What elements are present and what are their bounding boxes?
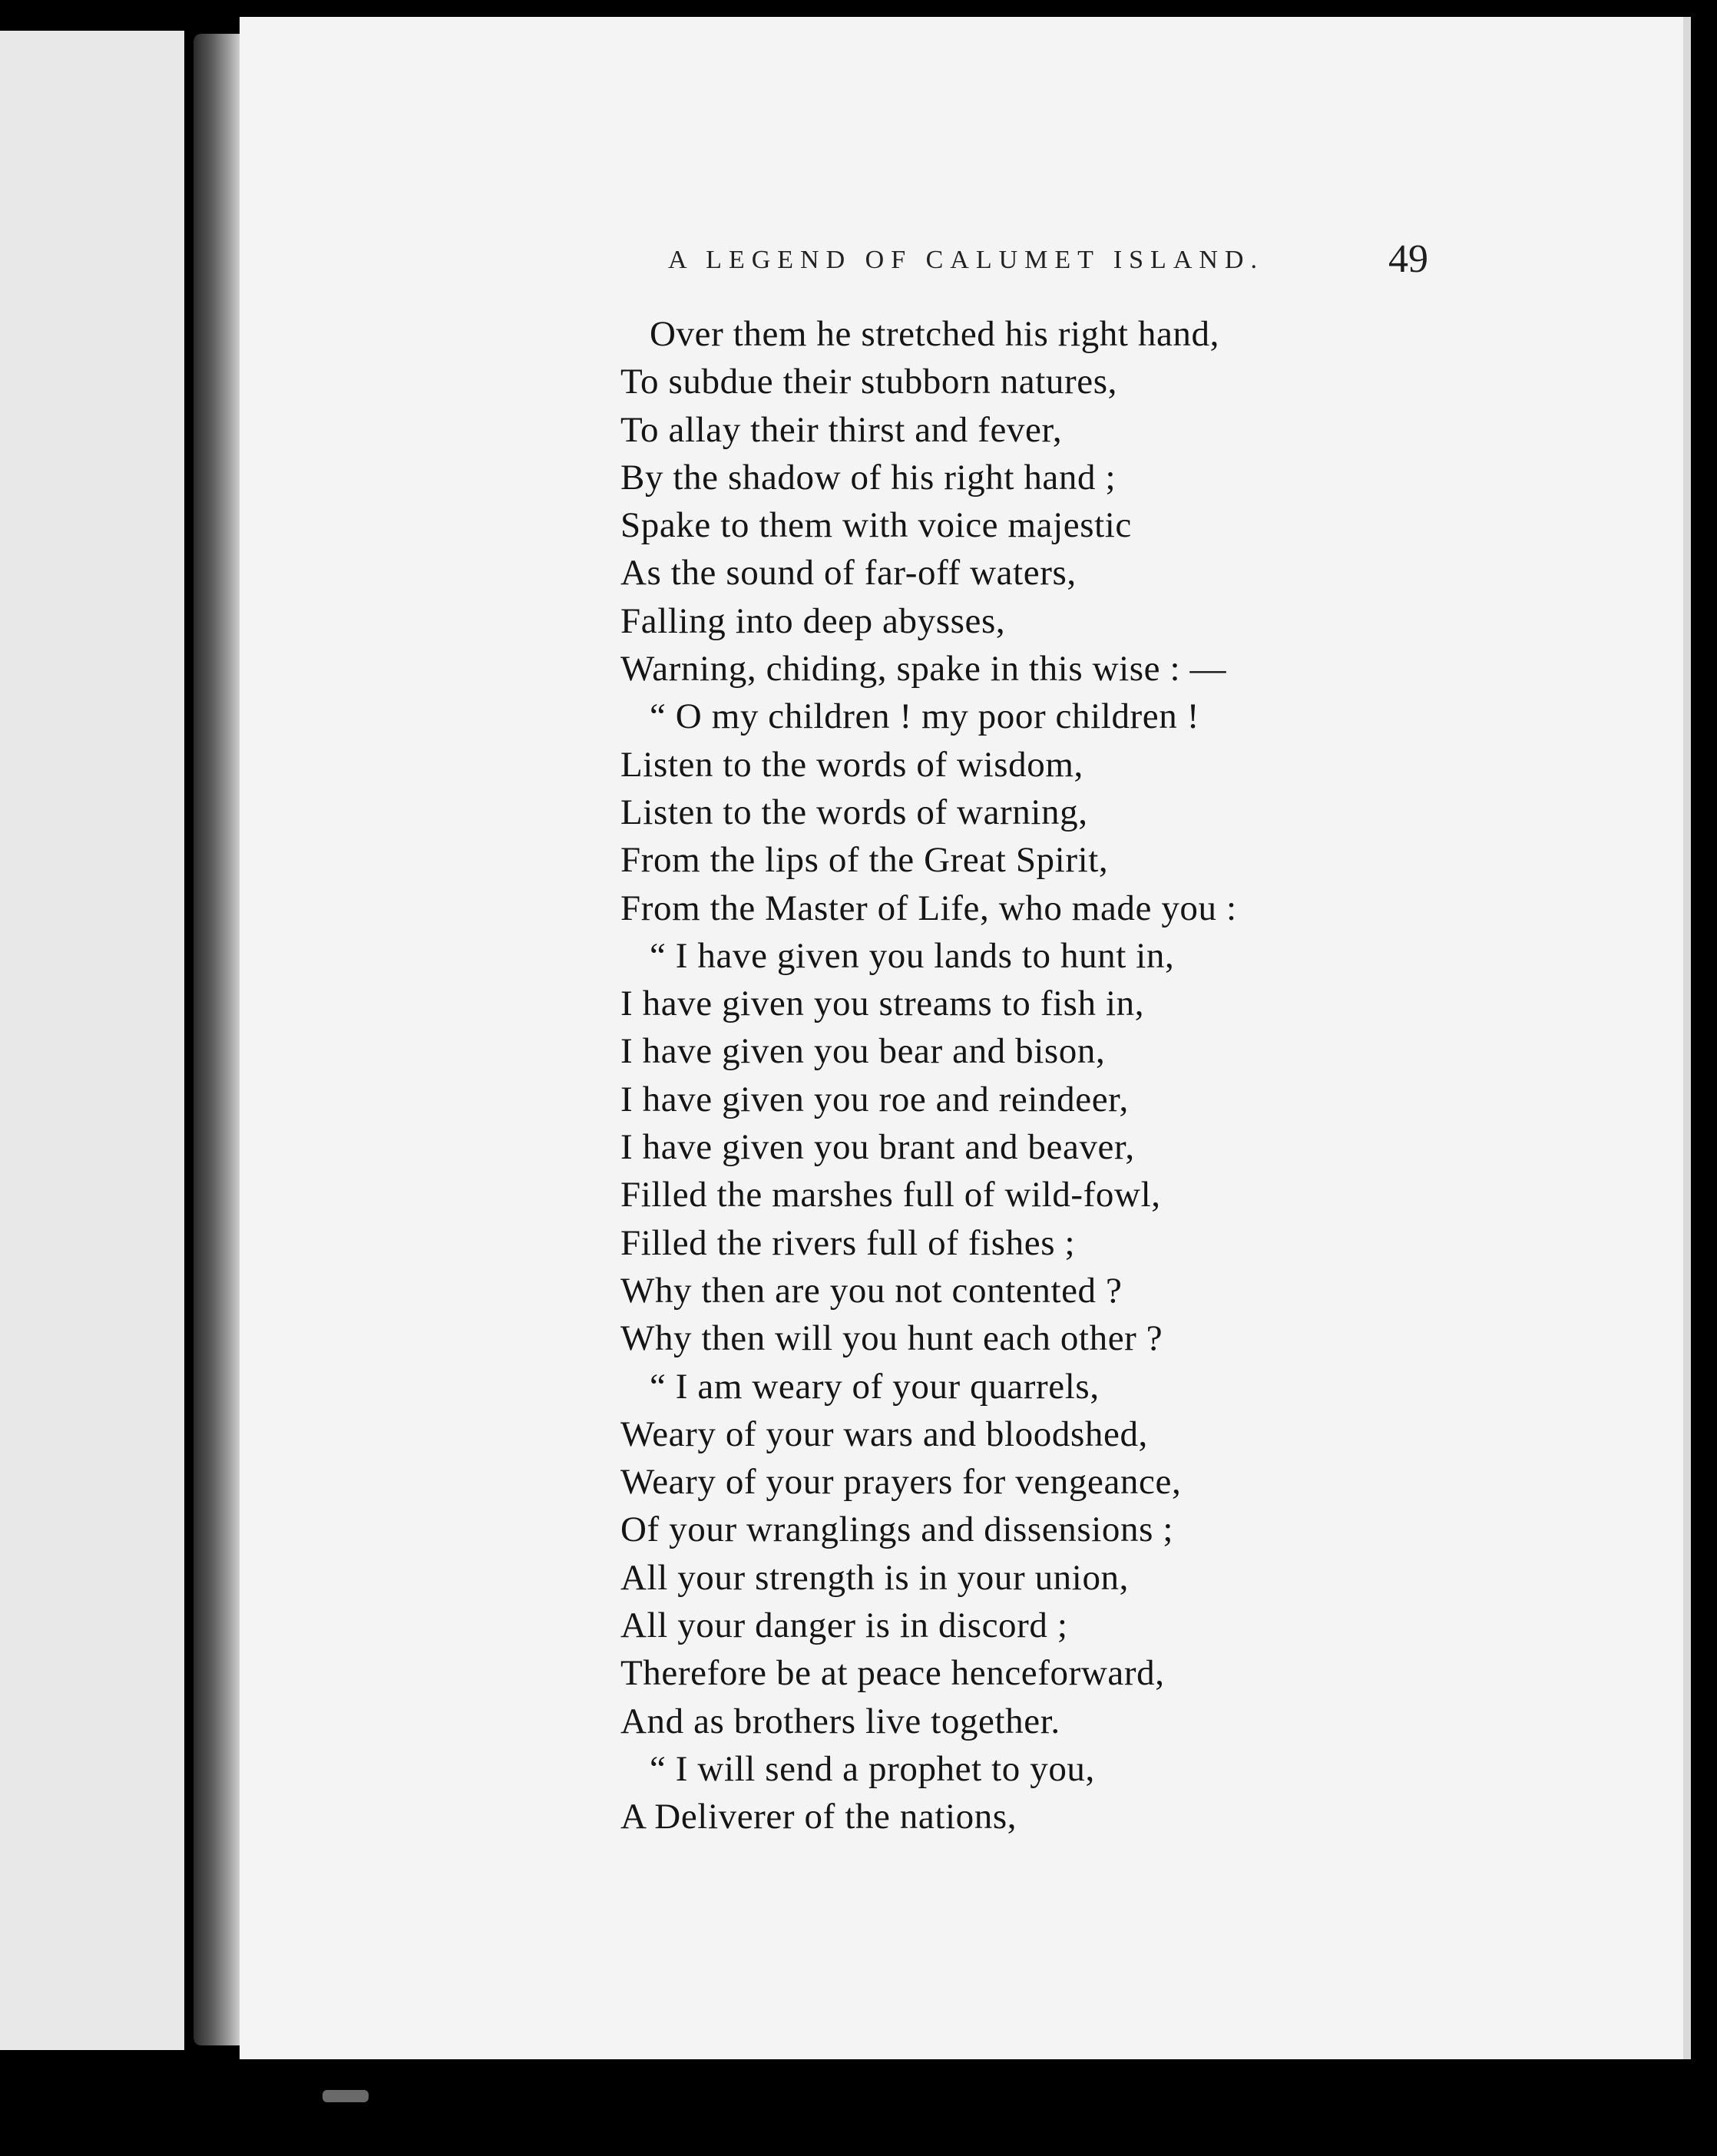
poem-line: Spake to them with voice majestic [620, 505, 1132, 546]
poem-line: Listen to the words of warning, [620, 792, 1088, 832]
page-number: 49 [1388, 237, 1428, 281]
poem-line: By the shadow of his right hand ; [620, 457, 1117, 498]
scanner-clip [323, 2090, 369, 2102]
poem-body [620, 310, 1388, 1841]
poem-line: “ O my children ! my poor children ! [650, 696, 1199, 737]
running-head: A LEGEND OF CALUMET ISLAND. [668, 246, 1264, 274]
poem-line: As the sound of far-off waters, [620, 553, 1077, 594]
poem-line: All your danger is in discord ; [620, 1605, 1068, 1646]
poem-line: Why then will you hunt each other ? [620, 1318, 1163, 1359]
poem-line: All your strength is in your union, [620, 1557, 1129, 1598]
poem-line: Over them he stretched his right hand, [650, 314, 1219, 354]
poem-line: Weary of your wars and bloodshed, [620, 1414, 1148, 1454]
poem-line: To subdue their stubborn natures, [620, 362, 1117, 402]
poem-line: Filled the marshes full of wild-fowl, [620, 1175, 1161, 1215]
poem-line: “ I am weary of your quarrels, [650, 1366, 1100, 1407]
poem-line: Weary of your prayers for vengeance, [620, 1462, 1182, 1503]
poem-line: Filled the rivers full of fishes ; [620, 1222, 1076, 1263]
poem-line: From the lips of the Great Spirit, [620, 840, 1109, 881]
poem-line: A Deliverer of the nations, [620, 1797, 1017, 1837]
poem-line: Why then are you not contented ? [620, 1270, 1123, 1311]
poem-line: I have given you bear and bison, [620, 1031, 1106, 1072]
poem-line: Falling into deep abysses, [620, 600, 1006, 641]
poem-line: From the Master of Life, who made you : [620, 888, 1237, 928]
poem-line: “ I have given you lands to hunt in, [650, 935, 1175, 976]
page-edge-shadow [1683, 17, 1691, 2059]
poem-line: I have given you streams to fish in, [620, 984, 1145, 1024]
poem-line: I have given you roe and reindeer, [620, 1079, 1129, 1119]
poem-line: I have given you brant and beaver, [620, 1127, 1135, 1168]
poem-line: Of your wranglings and dissensions ; [620, 1510, 1174, 1550]
poem-line: Therefore be at peace henceforward, [620, 1653, 1165, 1694]
poem-line: Warning, chiding, spake in this wise : — [620, 649, 1227, 689]
poem-line: Listen to the words of wisdom, [620, 744, 1083, 785]
poem-line: And as brothers live together. [620, 1701, 1060, 1741]
poem-line: “ I will send a prophet to you, [650, 1748, 1095, 1789]
book-gutter [194, 34, 240, 2045]
poem-line: To allay their thirst and fever, [620, 409, 1063, 450]
facing-page-edge [0, 31, 184, 2050]
